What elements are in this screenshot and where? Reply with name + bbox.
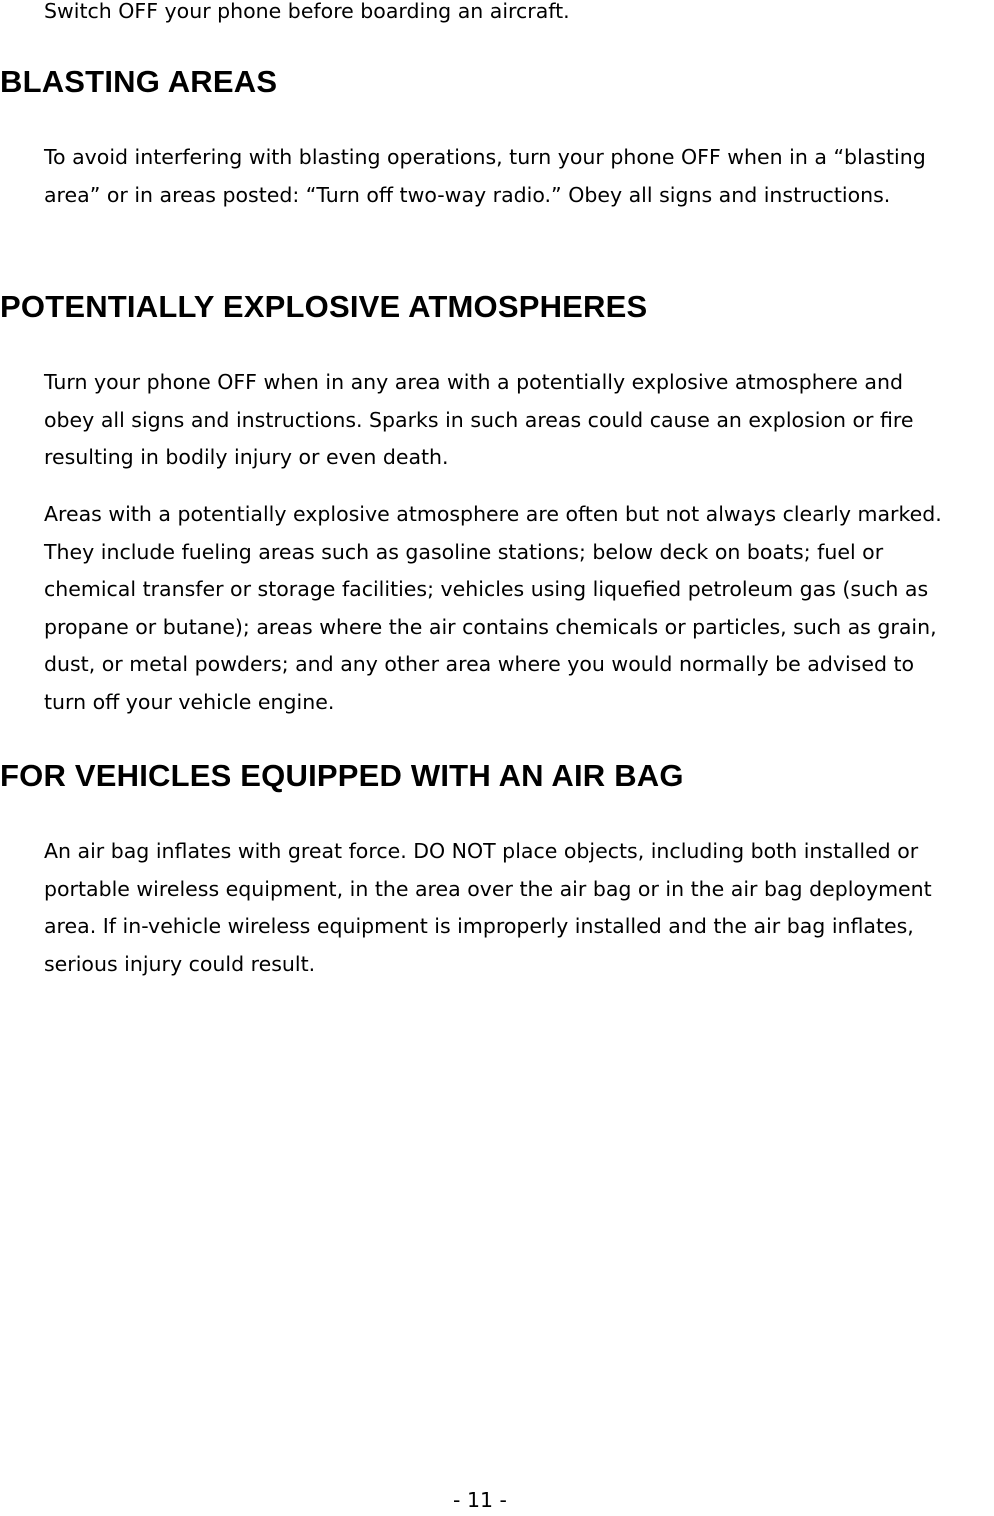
heading-blasting-areas: BLASTING AREAS <box>0 64 278 99</box>
paragraph-explosive-atmospheres-1: Turn your phone OFF when in any area with a potentially explosive atmosphere and obey all signs and instructions. Sparks in such areas could cause an explosion or fire resulting in bodily injury or even death. <box>44 370 914 469</box>
paragraph-explosive-atmospheres-2: Areas with a potentially explosive atmosphere are often but not always clearly marked. They include fueling areas such as gasoline stations; below deck on boats; fuel or chemical transfer or storage facilities; vehicles using liquefied petroleum gas (such as propane or butane); areas where the air contains chemicals or particles, such as grain, dust, or metal powders; and any other area where you would normally be advised to turn off your vehicle engine. <box>44 502 942 714</box>
intro-paragraph: Switch OFF your phone before boarding an aircraft. <box>44 0 570 23</box>
paragraph-air-bag-vehicles: An air bag inflates with great force. DO NOT place objects, including both installed or portable wireless equipment, in the area over the air bag or in the air bag deployment area. If in-vehicle wireless equipment is improperly installed and the air bag inflates, serious injury could result. <box>44 839 932 976</box>
heading-air-bag-vehicles: FOR VEHICLES EQUIPPED WITH AN AIR BAG <box>0 758 684 793</box>
paragraph-blasting-areas: To avoid interfering with blasting operations, turn your phone OFF when in a “blasting area” or in areas posted: “Turn off two-way radio.” Obey all signs and instructions. <box>44 145 926 207</box>
page-number: - 11 - <box>453 1488 507 1512</box>
heading-explosive-atmospheres: POTENTIALLY EXPLOSIVE ATMOSPHERES <box>0 289 648 324</box>
